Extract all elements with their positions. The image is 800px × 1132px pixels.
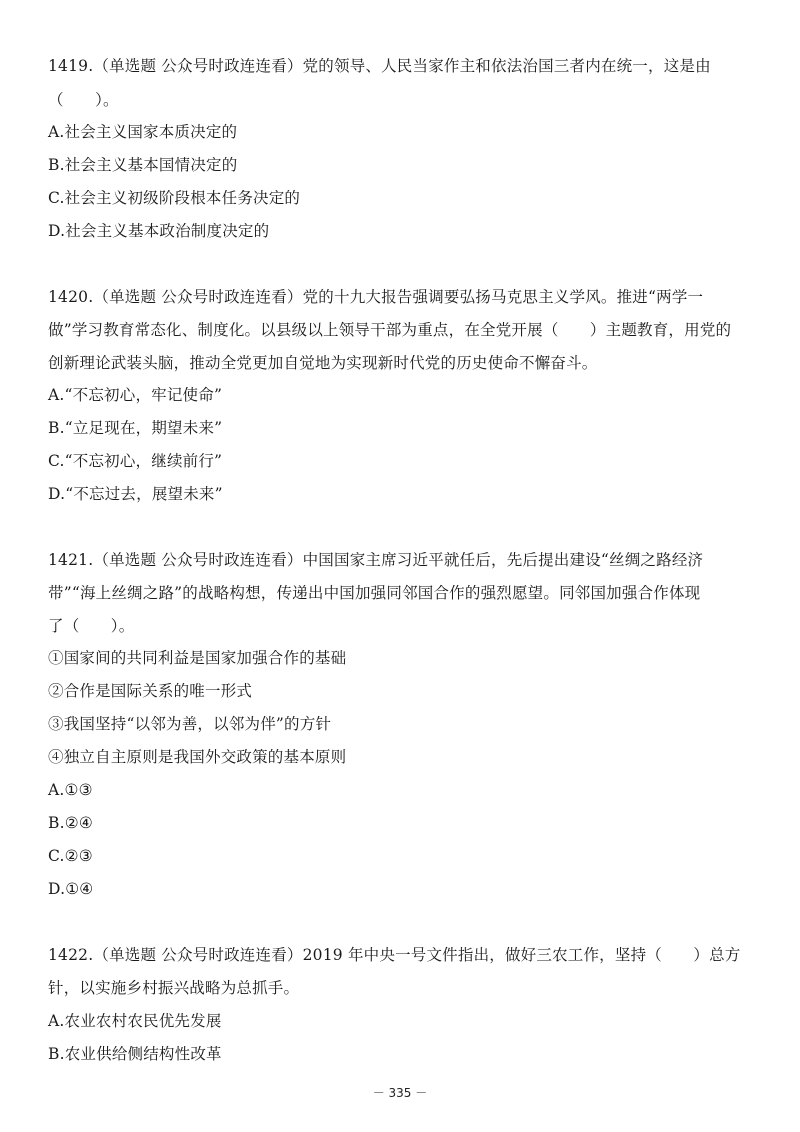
q1422-stem-line-1: 1422.（单选题 公众号时政连连看）2019 年中央一号文件指出，做好三农工作，坚持（ ）总方 bbox=[48, 946, 741, 964]
q1420-option-a: A.“不忘初心，牢记使命” bbox=[48, 386, 223, 404]
q1421-option-a: A.①③ bbox=[48, 781, 93, 799]
q1419-option-a: A.社会主义国家本质决定的 bbox=[48, 123, 238, 141]
q1420-option-b: B.“立足现在，期望未来” bbox=[48, 419, 223, 437]
q1420-stem-line-2: 做”学习教育常态化、制度化。以县级以上领导干部为重点，在全党开展（ ）主题教育，用党的 bbox=[48, 321, 732, 339]
q1421-stem-line-3: 了（ ）。 bbox=[48, 617, 135, 635]
page-number: － 335 － bbox=[372, 1086, 428, 1100]
q1421-stem-line-1: 1421.（单选题 公众号时政连连看）中国国家主席习近平就任后，先后提出建设“丝绸之路经济 bbox=[48, 551, 704, 569]
q1420-stem-line-1: 1420.（单选题 公众号时政连连看）党的十九大报告强调要弘扬马克思主义学风。推进“两学一 bbox=[48, 288, 704, 306]
q1422-option-b: B.农业供给侧结构性改革 bbox=[48, 1045, 222, 1063]
q1421-stem-line-2: 带”“海上丝绸之路”的战略构想，传递出中国加强同邻国合作的强烈愿望。同邻国加强合作体现 bbox=[48, 584, 701, 602]
q1421-option-d: D.①④ bbox=[48, 880, 94, 898]
q1420-option-c: C.“不忘初心，继续前行” bbox=[48, 452, 223, 470]
q1419-stem-line-2: （ ）。 bbox=[48, 91, 119, 109]
q1421-item-4: ④独立自主原则是我国外交政策的基本原则 bbox=[48, 748, 347, 766]
q1419-option-d: D.社会主义基本政治制度决定的 bbox=[48, 222, 270, 240]
q1421-item-2: ②合作是国际关系的唯一形式 bbox=[48, 682, 253, 700]
q1421-item-3: ③我国坚持“以邻为善，以邻为伴”的方针 bbox=[48, 715, 332, 733]
q1419-option-c: C.社会主义初级阶段根本任务决定的 bbox=[48, 189, 301, 207]
q1422-option-a: A.农业农村农民优先发展 bbox=[48, 1012, 222, 1030]
q1419-option-b: B.社会主义基本国情决定的 bbox=[48, 156, 238, 174]
q1419-stem-line-1: 1419.（单选题 公众号时政连连看）党的领导、人民当家作主和依法治国三者内在统一，这是由 bbox=[48, 57, 711, 75]
q1422-stem-line-2: 针，以实施乡村振兴战略为总抓手。 bbox=[48, 979, 300, 997]
q1420-option-d: D.“不忘过去，展望未来” bbox=[48, 485, 223, 503]
q1421-item-1: ①国家间的共同利益是国家加强合作的基础 bbox=[48, 649, 347, 667]
q1421-option-c: C.②③ bbox=[48, 847, 93, 865]
q1420-stem-line-3: 创新理论武装头脑，推动全党更加自觉地为实现新时代党的历史使命不懈奋斗。 bbox=[48, 354, 598, 372]
q1421-option-b: B.②④ bbox=[48, 814, 93, 832]
